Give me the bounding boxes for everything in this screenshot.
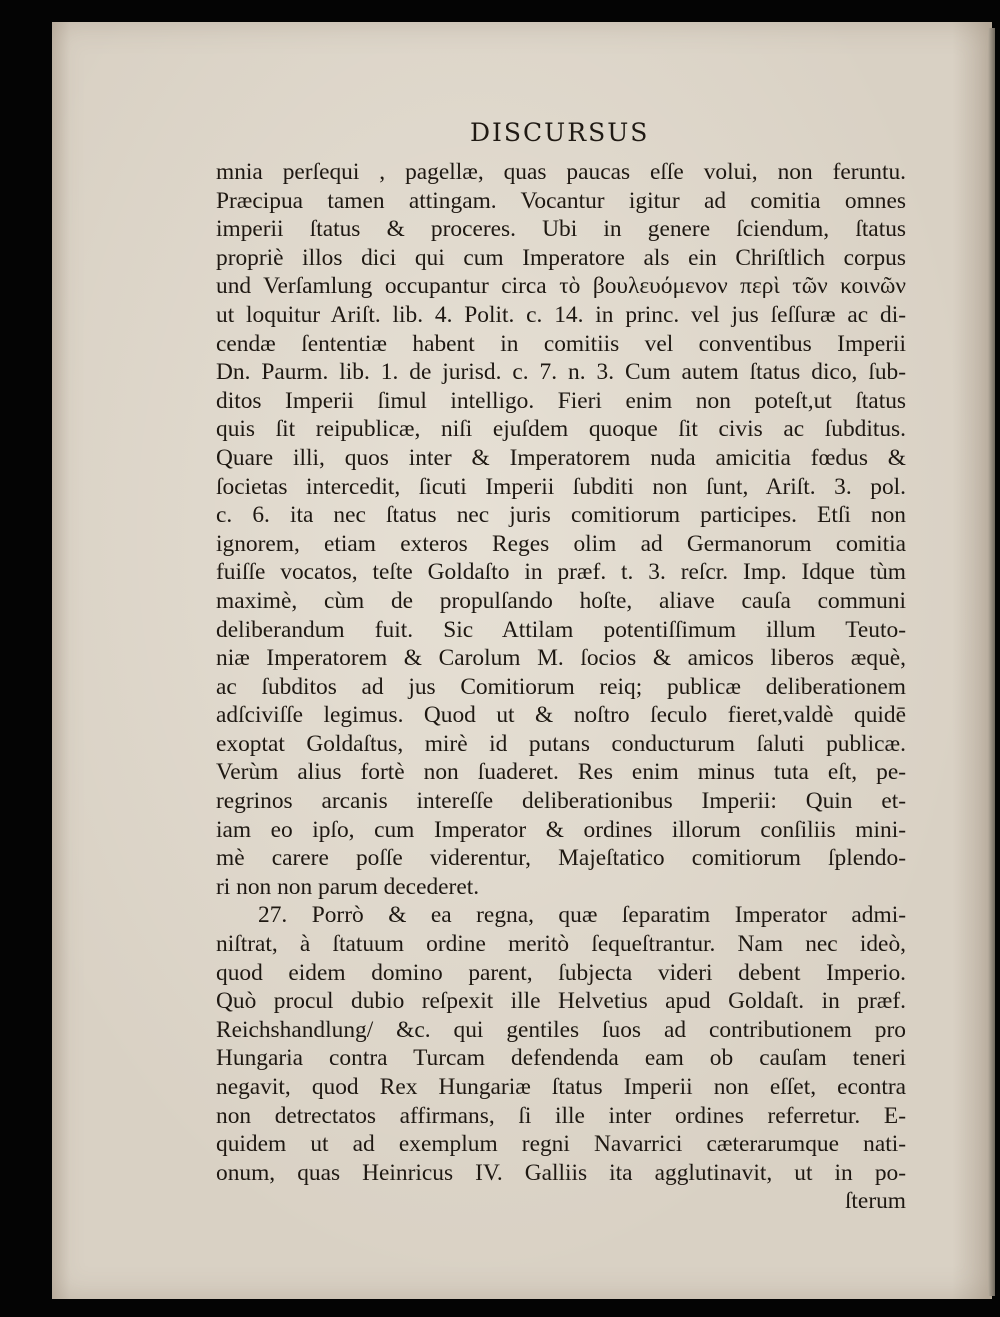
text-line: ut loquitur Ariſt. lib. 4. Polit. c. 14. in princ. vel jus ſeſſuræ ac di- [216, 301, 906, 328]
text-line: und Verſamlung occupantur circa τὸ βουλευόμενον περὶ τῶν κοινῶν [216, 273, 906, 300]
text-line: cendæ ſententiæ habent in comitiis vel conventibus Imperii [216, 330, 906, 357]
paragraph-end-line: ri non non parum decederet. [216, 873, 480, 900]
text-line: ignorem, etiam exteros Reges olim ad Germanorum comitia [216, 530, 906, 557]
text-line: Quare illi, quos inter & Imperatorem nuda amicitia fœdus & [216, 444, 906, 471]
text-line: adſciviſſe legimus. Quod ut & noſtro ſeculo fieret,valdè quidē [216, 702, 906, 729]
text-line: Dn. Paurm. lib. 1. de jurisd. c. 7. n. 3. Cum autem ſtatus dico, ſub- [216, 359, 906, 386]
page-edge [988, 28, 995, 1296]
text-line: Reichshandlung/ &c. qui gentiles ſuos ad contributionem pro [216, 1016, 906, 1043]
text-line: ditos Imperii ſimul intelligo. Fieri enim non poteſt,ut ſtatus [216, 387, 906, 414]
text-line: niæ Imperatorem & Carolum M. ſocios & amicos liberos æquè, [216, 645, 906, 672]
text-line: maximè, cùm de propulſando hoſte, aliave cauſa communi [216, 587, 906, 614]
text-line: fuiſſe vocatos, teſte Goldaſto in præf. t. 3. reſcr. Imp. Idque tùm [216, 559, 906, 586]
text-line: non detrectatos affirmans, ſi ille inter ordines referretur. E- [216, 1102, 906, 1129]
text-line: imperii ſtatus & proceres. Ubi in genere ſciendum, ſtatus [216, 216, 906, 243]
text-line: propriè illos dici qui cum Imperatore als ein Chriſtlich corpus [216, 244, 906, 271]
catchword: ſterum [844, 1188, 906, 1215]
text-line: quod eidem domino parent, ſubjecta videri debent Imperio. [216, 959, 906, 986]
text-line: exoptat Goldaſtus, mirè id putans conducturum ſaluti publicæ. [216, 730, 906, 757]
text-line: quidem ut ad exemplum regni Navarrici cæterarumque nati- [216, 1131, 906, 1158]
paragraph-start-line: 27. Porrò & ea regna, quæ ſeparatim Imperator admi- [258, 902, 906, 929]
text-line: mè carere poſſe viderentur, Majeſtatico comitiorum ſplendo- [216, 845, 906, 872]
text-line: ſocietas intercedit, ſicuti Imperii ſubditi non ſunt, Ariſt. 3. pol. [216, 473, 906, 500]
text-line: mnia perſequi , pagellæ, quas paucas eſſe volui, non feruntu. [216, 159, 906, 185]
body-text [216, 158, 906, 1216]
text-line: Præcipua tamen attingam. Vocantur igitur ad comitia omnes [216, 187, 906, 214]
text-line: regrinos arcanis intereſſe deliberationibus Imperii: Quin et- [216, 788, 906, 815]
text-line: ac ſubditos ad jus Comitiorum reiq; publicæ deliberationem [216, 673, 906, 700]
running-head: DISCURSUS [470, 118, 650, 147]
text-line: Hungaria contra Turcam defendenda eam ob cauſam teneri [216, 1045, 906, 1072]
text-line: niſtrat, à ſtatuum ordine meritò ſequeſtrantur. Nam nec ideò, [216, 931, 906, 958]
text-line: Verùm alius fortè non ſuaderet. Res enim minus tuta eſt, pe- [216, 759, 906, 786]
text-line: negavit, quod Rex Hungariæ ſtatus Imperii non eſſet, econtra [216, 1074, 906, 1100]
text-line: quis ſit reipublicæ, niſi ejuſdem quoque ſit civis ac ſubditus. [216, 416, 906, 443]
text-line: onum, quas Heinricus IV. Galliis ita agglutinavit, ut in po- [216, 1159, 906, 1186]
text-line: Quò procul dubio reſpexit ille Helvetius apud Goldaſt. in præf. [216, 988, 906, 1015]
text-line: deliberandum fuit. Sic Attilam potentiſſimum illum Teuto- [216, 616, 906, 643]
text-line: c. 6. ita nec ſtatus nec juris comitiorum participes. Etſi non [216, 502, 906, 529]
text-line: iam eo ipſo, cum Imperator & ordines illorum conſiliis mini- [216, 816, 906, 843]
